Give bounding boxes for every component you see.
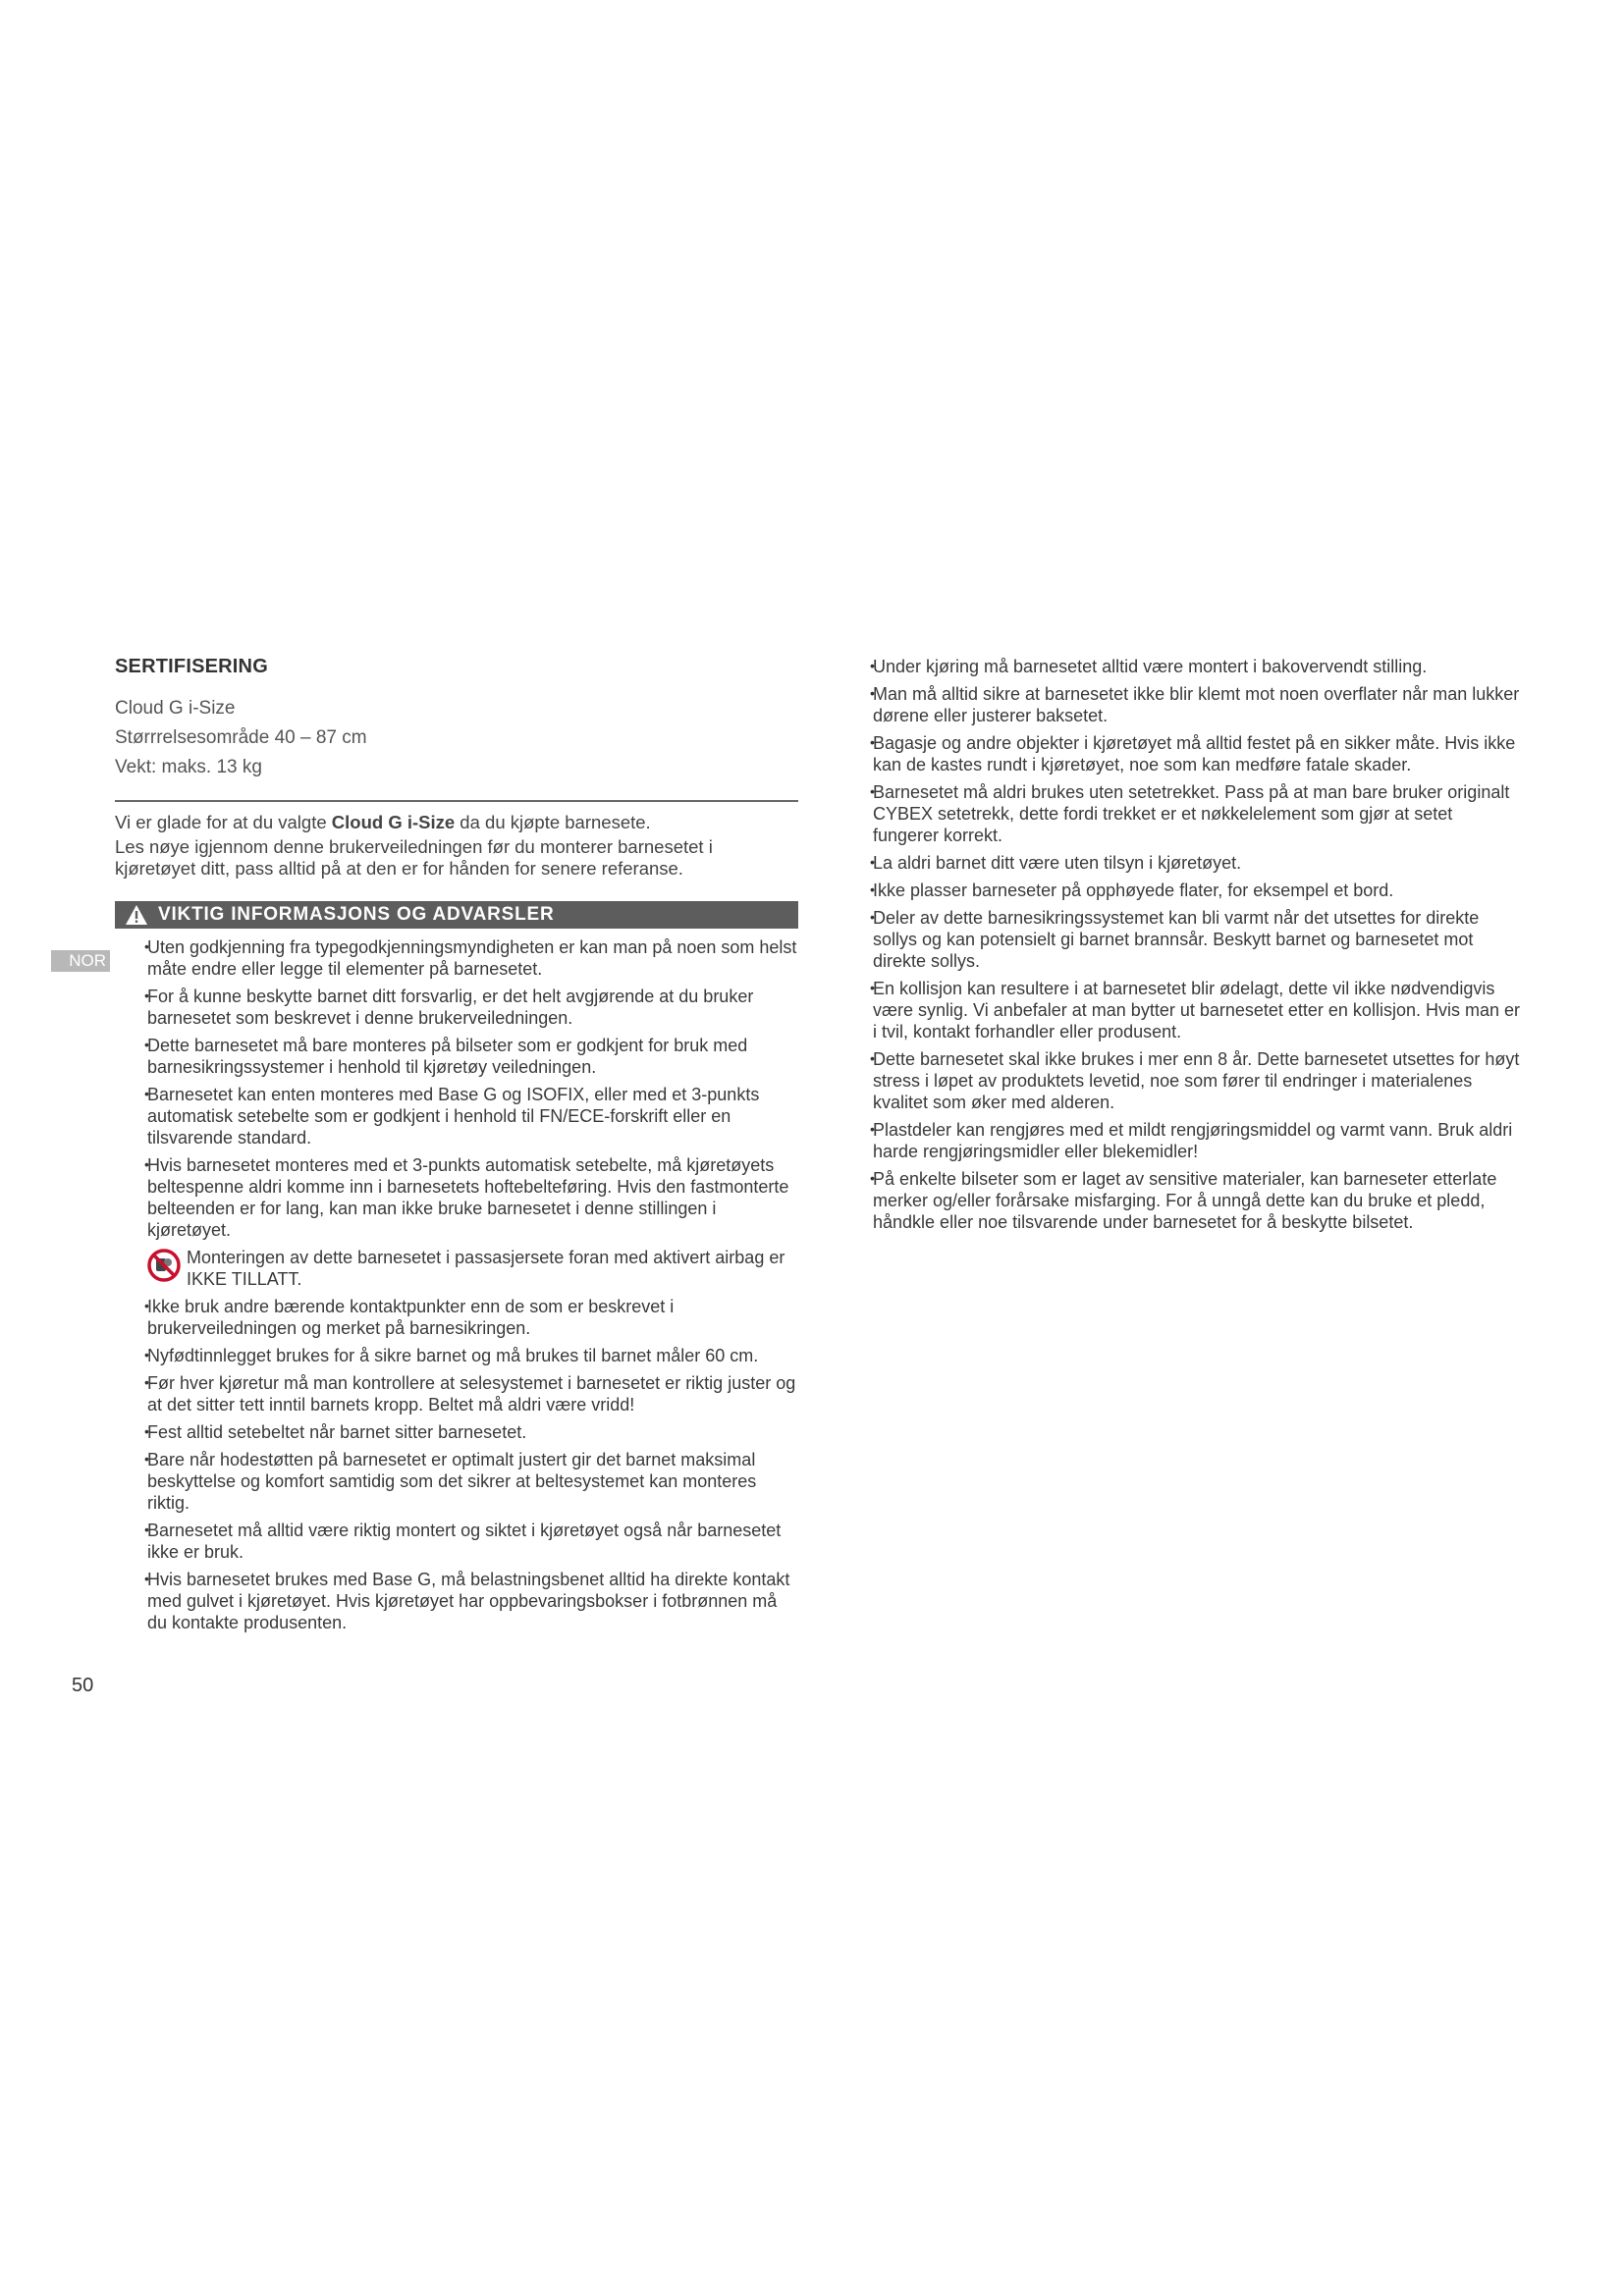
no-airbag-icon xyxy=(147,1249,181,1282)
list-item: • Barnesetet må alltid være riktig montert og siktet i kjøretøyet også når barnesetet ikke er bruk. xyxy=(147,1520,798,1563)
list-item: • Plastdeler kan rengjøres med et mildt rengjøringsmiddel og varmt vann. Bruk aldri harde rengjøringsmidler eller blekemidler! xyxy=(873,1119,1523,1162)
warning-header xyxy=(115,901,798,929)
list-item: • Man må alltid sikre at barnesetet ikke blir klemt mot noen overflater når man lukker dørene eller justerer baksetet. xyxy=(873,683,1523,726)
list-item: • Før hver kjøretur må man kontrollere at selesystemet i barnesetet er riktig juster og at det sitter tett inntil barnets kropp. Beltet må aldri være vridd! xyxy=(147,1372,798,1415)
list-item: • Uten godkjenning fra typegodkjenningsmyndigheten er kan man på noen som helst måte endre eller legge til elementer på barnesetet. xyxy=(147,936,798,980)
intro-line-1 xyxy=(115,812,798,833)
warning-list-continued xyxy=(873,656,1523,1233)
language-tab: NOR xyxy=(51,950,110,972)
certification-weight: Vekt: maks. 13 kg xyxy=(115,757,262,777)
list-item: • Hvis barnesetet monteres med et 3-punkts automatisk setebelte, må kjøretøyets beltespenne aldri komme inn i barnesetets hoftebelteføring. Hvis den fastmonterte belteenden er for lang, kan man ikke bruke barnesetet i denne stillingen i kjøretøyet. xyxy=(147,1154,798,1241)
list-item: • La aldri barnet ditt være uten tilsyn i kjøretøyet. xyxy=(873,852,1523,874)
section-divider xyxy=(115,800,798,802)
list-item: • For å kunne beskytte barnet ditt forsvarlig, er det helt avgjørende at du bruker barnesetet som beskrevet i denne brukerveiledningen. xyxy=(147,986,798,1029)
airbag-warning xyxy=(147,1247,798,1290)
list-item: • Ikke plasser barneseter på opphøyede flater, for eksempel et bord. xyxy=(873,880,1523,901)
list-item: • På enkelte bilseter som er laget av sensitive materialer, kan barneseter etterlate merker og/eller forårsake misfarging. For å unngå dette kan du bruke et pledd, håndkle eller noe tilsvarende under barnesetet for å beskytte bilsetet. xyxy=(873,1168,1523,1233)
list-item: • Under kjøring må barnesetet alltid være montert i bakovervendt stilling. xyxy=(873,656,1523,677)
intro-line-1-post: da du kjøpte barnesete. xyxy=(455,812,651,832)
list-item: • Dette barnesetet skal ikke brukes i mer enn 8 år. Dette barnesetet utsettes for høyt stress i løpet av produktets levetid, noe som fører til endringer i materialenes kvalitet som øker med alderen. xyxy=(873,1048,1523,1113)
certification-product: Cloud G i-Size xyxy=(115,698,236,719)
intro-line-1-pre: Vi er glade for at du valgte xyxy=(115,812,332,832)
list-item: • Fest alltid setebeltet når barnet sitter barnesetet. xyxy=(147,1421,798,1443)
product-name: Cloud G i-Size xyxy=(331,812,456,832)
list-item: • Deler av dette barnesikringssystemet kan bli varmt når det utsettes for direkte sollys og kan potensielt gi barnet brannsår. Beskytt barnet og barnesetet mot direkte sollys. xyxy=(873,907,1523,972)
intro-text xyxy=(115,812,798,880)
list-item: • Barnesetet må aldri brukes uten setetrekket. Pass på at man bare bruker originalt CYBEX setetrekk, dette fordi trekket er et nøkkelelement som gjør at setet fungerer korrekt. xyxy=(873,781,1523,846)
list-item: • Bagasje og andre objekter i kjøretøyet må alltid festet på en sikker måte. Hvis ikke kan de kastes rundt i kjøretøyet, noe som kan medføre fatale skader. xyxy=(873,732,1523,775)
list-item: • Barnesetet kan enten monteres med Base G og ISOFIX, eller med et 3-punkts automatisk setebelte som er godkjent i henhold til FN/ECE-forskrift eller en tilsvarende standard. xyxy=(147,1084,798,1148)
certification-title: SERTIFISERING xyxy=(115,656,268,677)
list-item: • Hvis barnesetet brukes med Base G, må belastningsbenet alltid ha direkte kontakt med gulvet i kjøretøyet. Hvis kjøretøyet har oppbevaringsbokser i fotbrønnen må du kontakte produsenten. xyxy=(147,1569,798,1633)
list-item: • Nyfødtinnlegget brukes for å sikre barnet og må brukes til barnet måler 60 cm. xyxy=(147,1345,798,1366)
left-column xyxy=(115,656,798,1639)
page-number: 50 xyxy=(72,1675,94,1696)
right-column xyxy=(873,656,1523,1239)
warning-list xyxy=(115,936,798,1633)
list-item: • En kollisjon kan resultere i at barnesetet blir ødelagt, dette vil ikke nødvendigvis være synlig. Vi anbefaler at man bytter ut barnesetet etter en kollisjon. Hvis man er i tvil, kontakt forhandler eller produsent. xyxy=(873,978,1523,1042)
certification-size-range: Størrrelsesområde 40 – 87 cm xyxy=(115,727,367,748)
list-item: • Ikke bruk andre bærende kontaktpunkter enn de som er beskrevet i brukerveiledningen og merket på barnesikringen. xyxy=(147,1296,798,1339)
list-item: • Dette barnesetet må bare monteres på bilseter som er godkjent for bruk med barnesikringssystemer i henhold til kjøretøy veiledningen. xyxy=(147,1035,798,1078)
intro-line-2: Les nøye igjennom denne brukerveiledningen før du monterer barnesetet i kjøretøyet ditt, pass alltid på at den er for hånden for senere referanse. xyxy=(115,836,713,879)
warning-triangle-icon xyxy=(125,904,148,926)
list-item: • Bare når hodestøtten på barnesetet er optimalt justert gir det barnet maksimal beskyttelse og komfort samtidig som det sikrer at beltesystemet kan monteres riktig. xyxy=(147,1449,798,1514)
airbag-warning-text: Monteringen av dette barnesetet i passasjersete foran med aktivert airbag er IKKE TILLATT. xyxy=(187,1248,785,1289)
warning-title: VIKTIG INFORMASJONS OG ADVARSLER xyxy=(158,904,555,925)
